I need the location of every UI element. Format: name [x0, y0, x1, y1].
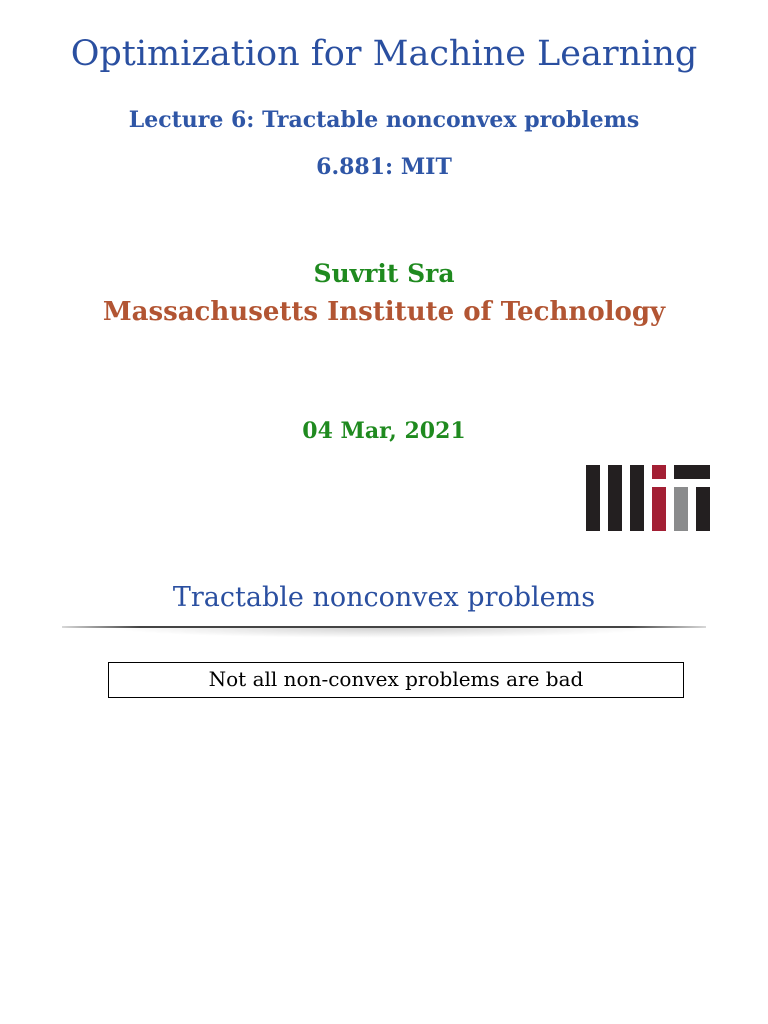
lecture-date: 04 Mar, 2021 [302, 418, 466, 444]
institution-name: Massachusetts Institute of Technology [102, 297, 666, 327]
logo-bar-i [652, 487, 666, 531]
logo-bar-t-right [696, 487, 710, 531]
logo-bar-t-stem [674, 487, 688, 531]
section-title: Tractable nonconvex problems [172, 582, 596, 613]
logo-bar-m2 [608, 465, 622, 531]
logo-bar-m1 [586, 465, 600, 531]
section-divider-shadow [110, 628, 658, 638]
mit-logo-icon [586, 465, 710, 531]
lecture-title: Lecture 6: Tractable nonconvex problems [128, 107, 640, 133]
course-code: 6.881: MIT [316, 154, 452, 180]
logo-bar-i-dot [652, 465, 666, 479]
boxed-statement: Not all non-convex problems are bad [108, 662, 684, 698]
course-title: Optimization for Machine Learning [70, 34, 698, 74]
logo-bar-t-top [674, 465, 710, 479]
author-name: Suvrit Sra [313, 259, 455, 288]
logo-bar-m3 [630, 465, 644, 531]
